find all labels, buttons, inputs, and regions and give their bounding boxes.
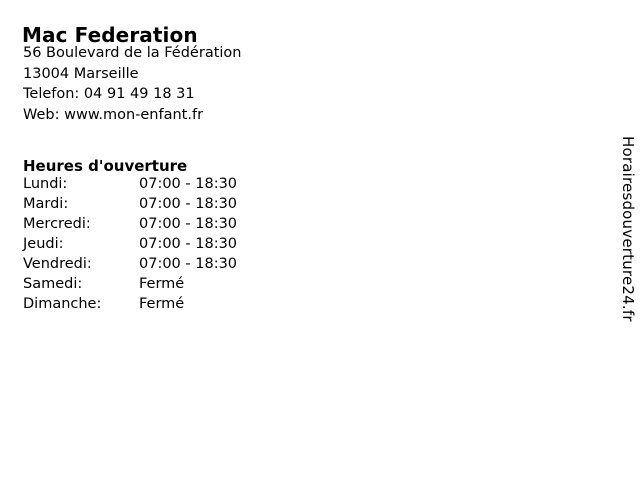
day-label: Mardi: bbox=[23, 196, 69, 212]
day-hours: 07:00 - 18:30 bbox=[139, 216, 238, 232]
day-label: Mercredi: bbox=[23, 216, 91, 232]
table-row bbox=[23, 294, 299, 314]
table-row bbox=[23, 254, 299, 274]
address-street: 56 Boulevard de la Fédération bbox=[23, 45, 242, 61]
source-watermark: Horairesdouverture24.fr bbox=[619, 136, 637, 322]
page-title: Mac Federation bbox=[22, 23, 198, 48]
day-label: Vendredi: bbox=[23, 256, 92, 272]
table-row bbox=[23, 174, 299, 194]
website-line: Web: www.mon-enfant.fr bbox=[23, 106, 204, 123]
day-hours: Fermé bbox=[139, 296, 185, 312]
table-row bbox=[23, 234, 299, 254]
opening-hours-table bbox=[23, 174, 299, 314]
day-label: Jeudi: bbox=[23, 236, 64, 252]
day-label: Dimanche: bbox=[23, 296, 102, 312]
table-row bbox=[23, 274, 299, 294]
day-hours: 07:00 - 18:30 bbox=[139, 176, 238, 192]
address-city: 13004 Marseille bbox=[23, 65, 139, 82]
day-hours: Fermé bbox=[139, 276, 185, 292]
table-row bbox=[23, 214, 299, 234]
table-row bbox=[23, 194, 299, 214]
day-hours: 07:00 - 18:30 bbox=[139, 256, 238, 272]
phone-line: Telefon: 04 91 49 18 31 bbox=[23, 86, 195, 102]
day-label: Lundi: bbox=[23, 176, 68, 192]
day-hours: 07:00 - 18:30 bbox=[139, 196, 238, 212]
day-label: Samedi: bbox=[23, 276, 83, 292]
address-block bbox=[23, 43, 241, 125]
day-hours: 07:00 - 18:30 bbox=[139, 236, 238, 252]
opening-hours-heading: Heures d'ouverture bbox=[23, 157, 188, 176]
